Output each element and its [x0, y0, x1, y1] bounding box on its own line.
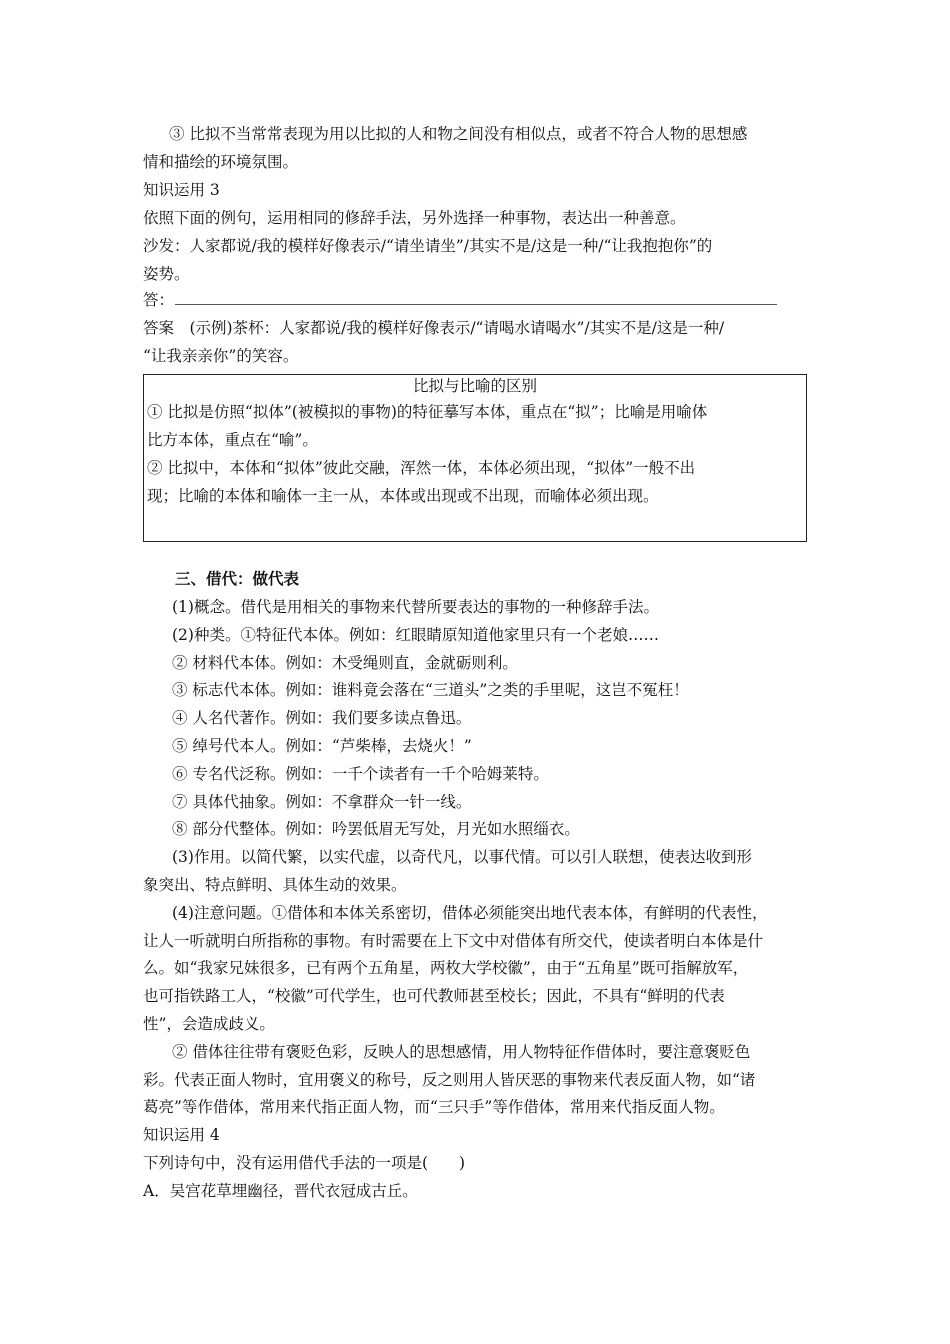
content-line: ⑦ 具体代抽象。例如：不拿群众一针一线。 [172, 793, 472, 811]
content-line: (1)概念。借代是用相关的事物来代替所要表达的事物的一种修辞手法。 [172, 598, 659, 616]
answer-blank[interactable] [175, 304, 777, 305]
content-line: 性”，会造成歧义。 [143, 1015, 275, 1033]
content-line: ③ 标志代本体。例如：谁料竟会落在“三道头”之类的手里呢，这岂不冤枉！ [172, 681, 689, 699]
content-line: 彩。代表正面人物时，宜用褒义的称号，反之则用人皆厌恶的事物来代表反面人物，如“诸 [143, 1071, 756, 1089]
paragraph-line: 情和描绘的环境氛围。 [143, 153, 299, 171]
content-line: (3)作用。以简代繁，以实代虚，以奇代凡，以事代情。可以引人联想，使表达收到形 [172, 848, 752, 866]
content-line: 也可指铁路工人，“校徽”可代学生，也可代教师甚至校长；因此，不具有“鲜明的代表 [143, 987, 725, 1005]
content-line: (4)注意问题。①借体和本体关系密切，借体必须能突出地代表本体，有鲜明的代表性， [172, 904, 768, 922]
section-title: 知识运用 3 [143, 181, 220, 199]
answer-line: “让我亲亲你”的笑容。 [143, 347, 299, 365]
content-line: ② 材料代本体。例如：木受绳则直，金就砺则利。 [172, 654, 518, 672]
example-line: 姿势。 [143, 265, 190, 283]
content-line: (2)种类。①特征代本体。例如：红眼睛原知道他家里只有一个老娘…… [172, 626, 659, 644]
example-line: 沙发：人家都说/我的模样好像表示/“请坐请坐”/其实不是/这是一种/“让我抱抱你”的 [143, 237, 713, 255]
content-line: 象突出、特点鲜明、具体生动的效果。 [143, 876, 407, 894]
box-title: 比拟与比喻的区别 [412, 377, 537, 395]
option-a[interactable]: A．吴宫花草埋幽径，晋代衣冠成古丘。 [143, 1182, 418, 1200]
section-title: 知识运用 4 [143, 1126, 220, 1144]
section-heading: 三、借代：做代表 [175, 570, 300, 588]
question-text: 下列诗句中，没有运用借代手法的一项是( ) [143, 1154, 466, 1172]
content-line: 么。如“我家兄妹很多，已有两个五角星，两枚大学校徽”，由于“五角星”既可指解放军， [143, 959, 749, 977]
answer-line: 答案 (示例)茶杯：人家都说/我的模样好像表示/“请喝水请喝水”/其实不是/这是一种/ [143, 319, 725, 337]
answer-label: 答： [143, 291, 175, 309]
content-line: ⑤ 绰号代本人。例如：“芦柴棒，去烧火！” [172, 737, 472, 755]
content-line: ⑧ 部分代整体。例如：吟罢低眉无写处，月光如水照缁衣。 [172, 820, 580, 838]
box-line: 比方本体，重点在“喻”。 [147, 431, 318, 449]
paragraph-line: ③ 比拟不当常常表现为用以比拟的人和物之间没有相似点，或者不符合人物的思想感 [169, 125, 748, 143]
box-line: ② 比拟中，本体和“拟体”彼此交融，浑然一体，本体必须出现，“拟体”一般不出 [147, 459, 696, 477]
box-line: ① 比拟是仿照“拟体”(被模拟的事物)的特征摹写本体，重点在“拟”；比喻是用喻体 [147, 403, 708, 421]
content-line: 让人一听就明白所指称的事物。有时需要在上下文中对借体有所交代，使读者明白本体是什 [143, 932, 764, 950]
box-line: 现；比喻的本体和喻体一主一从，本体或出现或不出现，而喻体必须出现。 [147, 487, 659, 505]
content-line: ⑥ 专名代泛称。例如：一千个读者有一千个哈姆莱特。 [172, 765, 549, 783]
content-line: ② 借体往往带有褒贬色彩，反映人的思想感情，用人物特征作借体时，要注意褒贬色 [172, 1043, 751, 1061]
content-line: 葛亮”等作借体，常用来代指正面人物，而“三只手”等作借体，常用来代指反面人物。 [143, 1098, 725, 1116]
question-text: 依照下面的例句，运用相同的修辞手法，另外选择一种事物，表达出一种善意。 [143, 209, 686, 227]
content-line: ④ 人名代著作。例如：我们要多读点鲁迅。 [172, 709, 472, 727]
